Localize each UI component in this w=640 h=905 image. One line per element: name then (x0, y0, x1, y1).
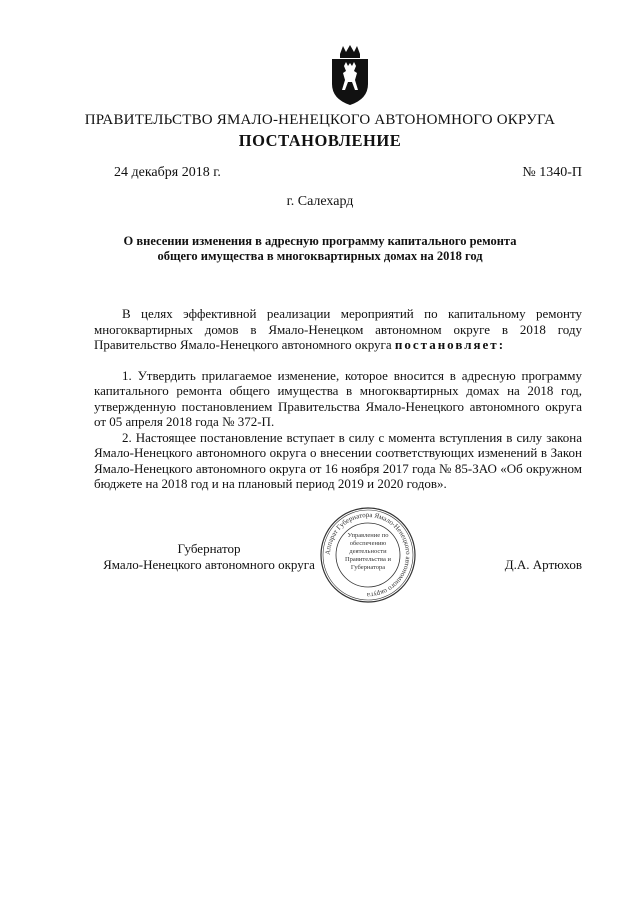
document-date: 24 декабря 2018 г. (114, 165, 221, 180)
signer-name: Д.А. Артюхов (504, 557, 582, 572)
stamp-center-text: Управление по обеспечению деятельности Правительства и Губернатора (344, 532, 391, 571)
document-number: № 1340-П (522, 165, 582, 180)
document-body (94, 306, 582, 492)
official-stamp (319, 506, 417, 604)
government-name: ПРАВИТЕЛЬСТВО ЯМАЛО-НЕНЕЦКОГО АВТОНОМНОГО ОКРУГА (84, 112, 556, 128)
item-1: 1. Утвердить прилагаемое изменение, которое вносится в адресную программу капитального ремонта общего имущества в многоквартирных домах на 2018 год, утвержденную постановлением Правительства Ямало-Ненецкого автономного округа от 05 апреля 2018 года № 372-П. (94, 367, 582, 429)
preamble-action: постановляет: (394, 337, 506, 352)
coat-of-arms-icon (327, 44, 373, 106)
document-subject: О внесении изменения в адресную программу капитального ремонта общего имущества в многоквартирных домах на 2018 год (123, 234, 517, 263)
signer-title-line2: Ямало-Ненецкого автономного округа (103, 557, 315, 572)
document-type: ПОСТАНОВЛЕНИЕ (238, 131, 402, 150)
preamble-text: В целях эффективной реализации мероприятий по капитальному ремонту многоквартирных домов в Ямало-Ненецком автономном округе в 2018 году Правительство Ямало-Ненецкого автономного округа (94, 306, 582, 352)
item-2: 2. Настоящее постановление вступает в силу с момента вступления в силу закона Ямало-Ненецкого автономного округа о внесении соответствующих изменений в Закон Ямало-Ненецкого автономного округа от 16 ноября 2017 года № 85-ЗАО «Об окружном бюджете на 2018 год и на плановый период 2019 и 2020 годов». (94, 429, 582, 491)
stamp-ring-path: Аппарат Губернатора Ямало-Ненецкого автономного округа (323, 510, 413, 600)
signer-title-line1: Губернатор (177, 541, 241, 556)
signer-title (94, 541, 324, 573)
preamble-paragraph (94, 306, 582, 353)
document-city: г. Салехард (286, 194, 354, 209)
